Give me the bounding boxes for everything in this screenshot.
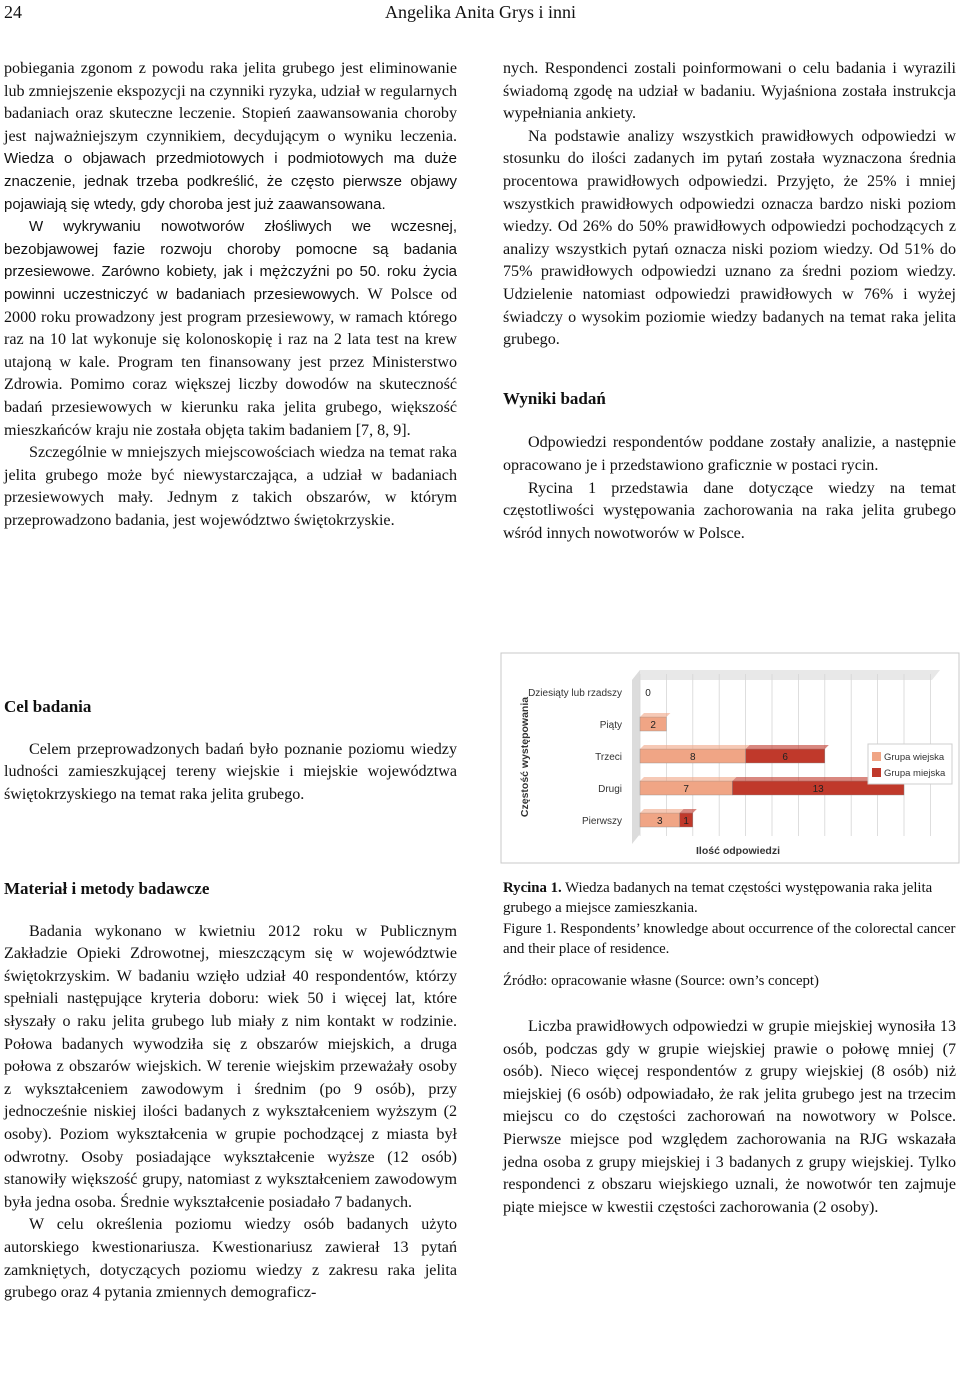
chart-data-label: 3 [657, 816, 663, 827]
caption-text-pl: Wiedza badanych na temat częstości występowania raka jelita grubego a miejsce zamieszkania. [503, 880, 933, 917]
paragraph: Celem przeprowadzonych badań było poznanie poziomu wiedzy ludności zamieszkującej tereny wiejskie i miejskie województwa świętokrzyskiego na temat raka jelita grubego. [4, 740, 457, 803]
chart-side-wall [632, 670, 640, 844]
chart-legend-label: Grupa wiejska [884, 752, 945, 763]
chart-category-label: Pierwszy [581, 816, 622, 827]
paragraph: nych. Respondenci zostali poinformowani o celu badania i wyrazili świadomą zgodę na udział w badaniu. Wyjaśniona została instrukcja wypełniania ankiety. [503, 60, 956, 123]
chart-category-label: Dziesiąty lub rzadszy [528, 688, 622, 699]
chart-bar-top [640, 713, 670, 717]
chart-legend-label: Grupa miejska [884, 768, 946, 779]
section-heading: Cel badania [4, 697, 92, 716]
running-head-authors: Angelika Anita Grys i inni [385, 2, 576, 22]
chart-back-wall [632, 670, 940, 680]
paragraph: Szczególnie w mniejszych miejscowościach wiedza na temat raka jelita grubego może być niewystarczająca, a udział w badaniach przesiewowych mały. Jednym z takich obszarów, w którym przeprowadzono badania, jest województwo świętokrzyskie. [4, 444, 457, 529]
chart-bar-top [640, 777, 736, 781]
paragraph: Odpowiedzi respondentów poddane zostały analizie, a następnie opracowano je i przedstawiono graficznie w postaci rycin. [503, 434, 956, 474]
paragraph [4, 58, 457, 216]
paragraph: Badania wykonano w kwietniu 2012 roku w Publicznym Zakładzie Opieki Zdrowotnej, mieszczącym się w województwie świętokrzyskim. W badaniu wzięło udział 40 respondentów, którzy spełniali następujące kryteria doboru: wiek 50 i więcej lat, które słyszały o raku jelita grubego lub miały z nim kontakt w rodzinie. Połowa badanych wywodziła się z obszarów miejskich, a druga połowa z obszarów wiejskich. W terenie wiejskim przeważały osoby z wykształceniem zawodowym i średnim (po 9 osób), przy jednocześnie niskiej ilości badanych z wykształceniem wyższym (2 osoby). Poziom wykształcenia w grupie pochodzącej z miasta był odwrotny. Osoby posiadające wykształcenie wyższe (12 osób) stanowiły większość grupy, natomiast z wykształceniem zawodowym była jedna osoba. Średnie wykształcenie posiadało 7 badanych. [4, 922, 457, 1211]
left-column-intro [4, 58, 457, 532]
page-header [0, 0, 960, 40]
chart-data-label: 8 [690, 752, 696, 763]
paragraph: Na podstawie analizy wszystkich prawidłowych odpowiedzi w stosunku do ilości zadanych im pytań została wyznaczona średnia procentowa prawidłowych odpowiedzi. Przyjęto, że 25% i mniej wszystkich prawidłowych odpowiedzi oznacza bardzo niski poziom wiedzy. Od 26% do 50% prawidłowych odpowiedzi pochodzących z analizy wszystkich pytań oznacza niski poziom wiedzy. Od 51% do 75% prawidłowych odpowiedzi uznano za średni poziom wiedzy. Udzielenie natomiast odpowiedzi prawidłowych w 76% i wyżej świadczy o wysokim poziomie wiedzy badanych na temat raka jelita grubego. [503, 127, 956, 349]
chart-category-label: Drugi [598, 784, 622, 795]
chart-legend-swatch [872, 752, 881, 761]
chart-data-label: 0 [645, 688, 651, 699]
paragraph: W celu określenia poziomu wiedzy osób badanych użyto autorskiego kwestionariusza. Kwestionariusz zawierał 13 pytań zamkniętych, dotyczących poziomu wiedzy z zakresu raka jelita grubego oraz 4 pytania zmiennych demograficz- [4, 1216, 457, 1302]
chart-ylabel: Częstość występowania [519, 696, 531, 818]
chart-category-label: Trzeci [595, 752, 622, 763]
caption-label: Rycina 1. [503, 880, 562, 896]
figure-caption [503, 878, 956, 991]
section-heading: Wyniki badań [503, 388, 606, 408]
chart-legend-swatch [872, 768, 881, 777]
section-heading: Materiał i metody badawcze [4, 879, 210, 898]
chart-category-label: Piąty [599, 720, 622, 731]
chart-bar-top [640, 809, 684, 813]
results-paragraph [503, 1016, 956, 1219]
section-aim [4, 696, 457, 806]
figure-1-chart [500, 652, 960, 864]
chart-data-label: 6 [782, 752, 788, 763]
chart-data-label: 2 [650, 720, 656, 731]
chart-xlabel: Ilość odpowiedzi [695, 845, 781, 857]
chart-bar-top [640, 745, 750, 749]
paragraph [4, 216, 457, 442]
caption-en: Figure 1. Respondents’ knowledge about occurrence of the colorectal cancer and their place of residence. [503, 920, 956, 957]
caption-pl [503, 878, 956, 919]
page-number: 24 [4, 2, 22, 22]
text-run: W wykrywaniu nowotworów złośliwych we wczesnej, bezobjawowej fazie rozwoju choroby pomocne są badania przesiewowe. Zarówno kobiety, jak i mężczyźni po 50. roku życia powinni uczestniczyć w badaniach przesiewowych. [4, 218, 457, 303]
chart-data-label: 7 [683, 784, 689, 795]
figure-source: Źródło: opracowanie własne (Source: own’s concept) [503, 973, 819, 990]
chart-data-label: 1 [683, 816, 689, 827]
text-run: W Polsce od 2000 roku prowadzony jest program przesiewowy, w ramach którego raz na 10 lat wykonuje się kolonoskopię i raz na 2 lata test na krew utajoną w kale. Program ten finansowany jest przez Ministerstwo Zdrowia. Pomimo coraz większej liczby dowodów na skuteczność badań przesiewowych w kierunku raka jelita grubego, większość mieszkańców kraju nie została objęta takim badaniem [7, 8, 9]. [4, 285, 458, 439]
paragraph: Rycina 1 przedstawia dane dotyczące wiedzy na temat częstotliwości występowania zachorowania na raka jelita grubego wśród innych nowotworów w Polsce. [503, 479, 956, 542]
right-column-intro [503, 58, 956, 545]
paragraph: Liczba prawidłowych odpowiedzi w grupie miejskiej wynosiła 13 osób, podczas gdy w grupie wiejskiej prawie o połowę mniej (7 osób). Nieco więcej respondentów z grupy wiejskiej (8 osób) niż miejskiej (6 osób) odpowiadało, że rak jelita grubego jest na trzecim miejscu co do częstości zachorowań na nowotwory w Polsce. Pierwsze miejsce pod względem zachorowania na RJG wskazała jedna osoba z grupy miejskiej i 3 badanych z grupy wiejskiej. Tylko respondenci z obszaru wiejskiego uznali, że nowotwór ten zajmuje piąte miejsce w kwestii częstości zachorowania (2 osoby). [503, 1018, 956, 1216]
text-run: Wiedza o objawach przedmiotowych i podmiotowych ma duże znaczenie, jednak trzeba podkreślić, że często pierwsze objawy pojawiają się wtedy, gdy choroba jest już zaawansowana. [4, 150, 457, 213]
section-methods [4, 878, 457, 1305]
text-run: pobiegania zgonom z powodu raka jelita grubego jest eliminowanie lub zmniejszenie ekspozycji na czynniki ryzyka, udział w regularnych badaniach oraz skuteczne leczenie. Stopień zaawansowania choroby jest najważniejszym czynnikiem, decydującym o wyniku leczenia. [4, 60, 457, 145]
chart-bar-top [746, 745, 829, 749]
chart-data-label: 13 [812, 784, 824, 795]
